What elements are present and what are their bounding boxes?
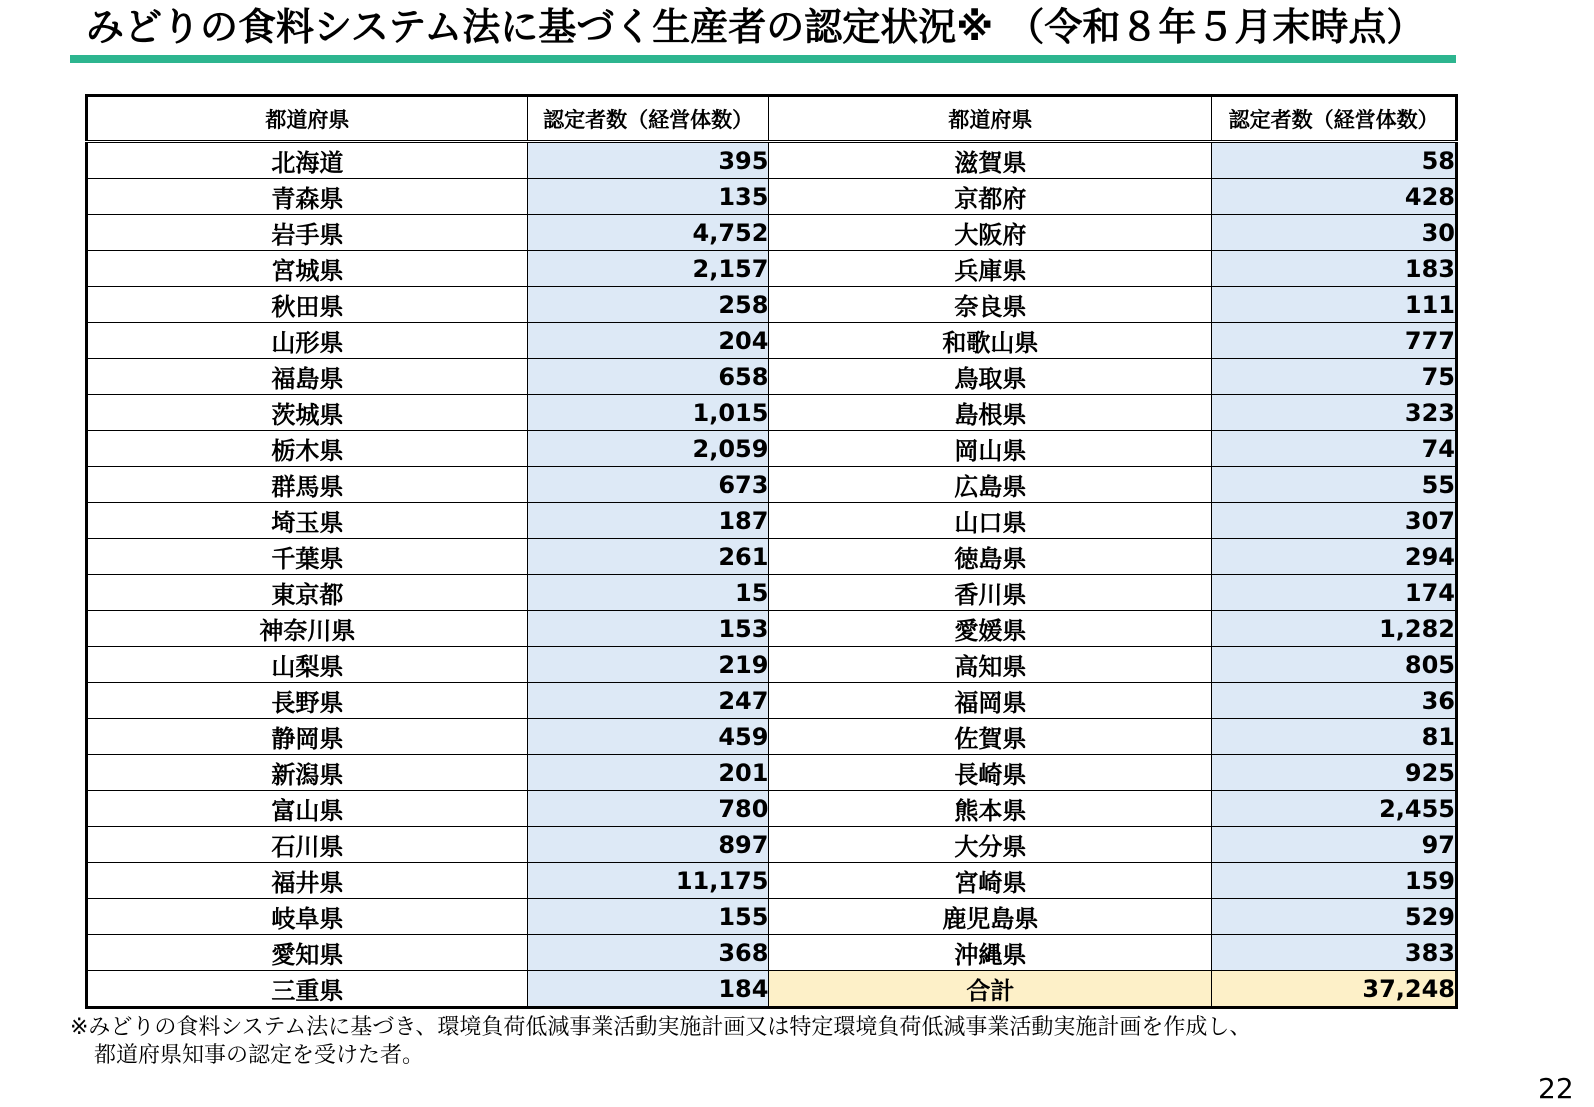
count-cell: 294 — [1212, 539, 1457, 575]
count-cell: 925 — [1212, 755, 1457, 791]
count-cell: 2,059 — [527, 431, 769, 467]
count-cell: 247 — [527, 683, 769, 719]
count-cell: 805 — [1212, 647, 1457, 683]
prefecture-cell: 青森県 — [87, 179, 528, 215]
total-count-cell: 37,248 — [1212, 971, 1457, 1008]
count-cell: 428 — [1212, 179, 1457, 215]
footnote — [70, 1014, 1251, 1070]
prefecture-cell: 高知県 — [769, 647, 1212, 683]
prefecture-cell: 山梨県 — [87, 647, 528, 683]
prefecture-cell: 新潟県 — [87, 755, 528, 791]
table-row — [87, 791, 1457, 827]
prefecture-cell: 北海道 — [87, 142, 528, 179]
certification-table — [85, 94, 1458, 1009]
footnote-line-1: ※みどりの食料システム法に基づき、環境負荷低減事業活動実施計画又は特定環境負荷低減事業活動実施計画を作成し、 — [70, 1015, 1252, 1040]
prefecture-cell: 兵庫県 — [769, 251, 1212, 287]
table-row — [87, 287, 1457, 323]
prefecture-cell: 和歌山県 — [769, 323, 1212, 359]
table-row — [87, 899, 1457, 935]
prefecture-cell: 長野県 — [87, 683, 528, 719]
prefecture-cell: 秋田県 — [87, 287, 528, 323]
table-row — [87, 539, 1457, 575]
count-cell: 155 — [527, 899, 769, 935]
count-cell: 780 — [527, 791, 769, 827]
prefecture-cell: 広島県 — [769, 467, 1212, 503]
count-cell: 36 — [1212, 683, 1457, 719]
prefecture-cell: 山口県 — [769, 503, 1212, 539]
header-prefecture-left: 都道府県 — [87, 96, 528, 142]
count-cell: 81 — [1212, 719, 1457, 755]
page-title: みどりの食料システム法に基づく生産者の認定状況※ （令和８年５月末時点） — [86, 5, 1425, 49]
count-cell: 75 — [1212, 359, 1457, 395]
table-row — [87, 575, 1457, 611]
prefecture-cell: 福井県 — [87, 863, 528, 899]
count-cell: 529 — [1212, 899, 1457, 935]
count-cell: 368 — [527, 935, 769, 971]
prefecture-cell: 群馬県 — [87, 467, 528, 503]
count-cell: 30 — [1212, 215, 1457, 251]
count-cell: 201 — [527, 755, 769, 791]
prefecture-cell: 神奈川県 — [87, 611, 528, 647]
table-row — [87, 179, 1457, 215]
prefecture-cell: 岡山県 — [769, 431, 1212, 467]
header-prefecture-right: 都道府県 — [769, 96, 1212, 142]
prefecture-cell: 香川県 — [769, 575, 1212, 611]
count-cell: 4,752 — [527, 215, 769, 251]
prefecture-cell: 福岡県 — [769, 683, 1212, 719]
table-row — [87, 503, 1457, 539]
table-body — [87, 142, 1457, 1008]
page-number: 22 — [1538, 1072, 1574, 1105]
prefecture-cell: 岩手県 — [87, 215, 528, 251]
count-cell: 159 — [1212, 863, 1457, 899]
count-cell: 187 — [527, 503, 769, 539]
table-row — [87, 251, 1457, 287]
prefecture-cell: 栃木県 — [87, 431, 528, 467]
prefecture-cell: 宮崎県 — [769, 863, 1212, 899]
count-cell: 673 — [527, 467, 769, 503]
count-cell: 658 — [527, 359, 769, 395]
prefecture-cell: 福島県 — [87, 359, 528, 395]
prefecture-cell: 石川県 — [87, 827, 528, 863]
table-row — [87, 431, 1457, 467]
prefecture-cell: 岐阜県 — [87, 899, 528, 935]
table-row — [87, 323, 1457, 359]
count-cell: 897 — [527, 827, 769, 863]
prefecture-cell: 宮城県 — [87, 251, 528, 287]
prefecture-cell: 佐賀県 — [769, 719, 1212, 755]
prefecture-cell: 富山県 — [87, 791, 528, 827]
count-cell: 153 — [527, 611, 769, 647]
count-cell: 323 — [1212, 395, 1457, 431]
count-cell: 1,282 — [1212, 611, 1457, 647]
count-cell: 55 — [1212, 467, 1457, 503]
prefecture-cell: 山形県 — [87, 323, 528, 359]
prefecture-cell: 愛媛県 — [769, 611, 1212, 647]
count-cell: 135 — [527, 179, 769, 215]
prefecture-cell: 鹿児島県 — [769, 899, 1212, 935]
total-label-cell: 合計 — [769, 971, 1212, 1008]
table-row — [87, 142, 1457, 179]
count-cell: 383 — [1212, 935, 1457, 971]
count-cell: 219 — [527, 647, 769, 683]
prefecture-cell: 愛知県 — [87, 935, 528, 971]
prefecture-cell: 徳島県 — [769, 539, 1212, 575]
table-row — [87, 467, 1457, 503]
table-row — [87, 755, 1457, 791]
prefecture-cell: 東京都 — [87, 575, 528, 611]
count-cell: 307 — [1212, 503, 1457, 539]
header-count-left: 認定者数（経営体数） — [527, 96, 769, 142]
count-cell: 2,157 — [527, 251, 769, 287]
table-row — [87, 863, 1457, 899]
prefecture-cell: 熊本県 — [769, 791, 1212, 827]
table-row — [87, 719, 1457, 755]
table-row — [87, 647, 1457, 683]
count-cell: 58 — [1212, 142, 1457, 179]
count-cell: 74 — [1212, 431, 1457, 467]
table-row — [87, 395, 1457, 431]
prefecture-cell: 島根県 — [769, 395, 1212, 431]
count-cell: 395 — [527, 142, 769, 179]
prefecture-cell: 奈良県 — [769, 287, 1212, 323]
count-cell: 184 — [527, 971, 769, 1008]
count-cell: 204 — [527, 323, 769, 359]
count-cell: 2,455 — [1212, 791, 1457, 827]
count-cell: 174 — [1212, 575, 1457, 611]
count-cell: 111 — [1212, 287, 1457, 323]
table-row — [87, 683, 1457, 719]
prefecture-cell: 滋賀県 — [769, 142, 1212, 179]
count-cell: 261 — [527, 539, 769, 575]
count-cell: 11,175 — [527, 863, 769, 899]
count-cell: 459 — [527, 719, 769, 755]
count-cell: 183 — [1212, 251, 1457, 287]
table-row — [87, 611, 1457, 647]
table-row — [87, 359, 1457, 395]
count-cell: 15 — [527, 575, 769, 611]
table-header-row — [87, 96, 1457, 142]
prefecture-cell: 鳥取県 — [769, 359, 1212, 395]
prefecture-cell: 大阪府 — [769, 215, 1212, 251]
prefecture-cell: 長崎県 — [769, 755, 1212, 791]
prefecture-cell: 大分県 — [769, 827, 1212, 863]
prefecture-cell: 埼玉県 — [87, 503, 528, 539]
prefecture-cell: 千葉県 — [87, 539, 528, 575]
table-row — [87, 827, 1457, 863]
prefecture-cell: 静岡県 — [87, 719, 528, 755]
count-cell: 1,015 — [527, 395, 769, 431]
count-cell: 258 — [527, 287, 769, 323]
count-cell: 97 — [1212, 827, 1457, 863]
title-underline — [70, 55, 1456, 63]
footnote-line-2: 都道府県知事の認定を受けた者。 — [94, 1043, 425, 1068]
prefecture-cell: 茨城県 — [87, 395, 528, 431]
table-row — [87, 215, 1457, 251]
table-row — [87, 935, 1457, 971]
header-count-right: 認定者数（経営体数） — [1212, 96, 1457, 142]
prefecture-cell: 沖縄県 — [769, 935, 1212, 971]
count-cell: 777 — [1212, 323, 1457, 359]
prefecture-cell: 京都府 — [769, 179, 1212, 215]
prefecture-cell: 三重県 — [87, 971, 528, 1008]
table-row — [87, 971, 1457, 1008]
